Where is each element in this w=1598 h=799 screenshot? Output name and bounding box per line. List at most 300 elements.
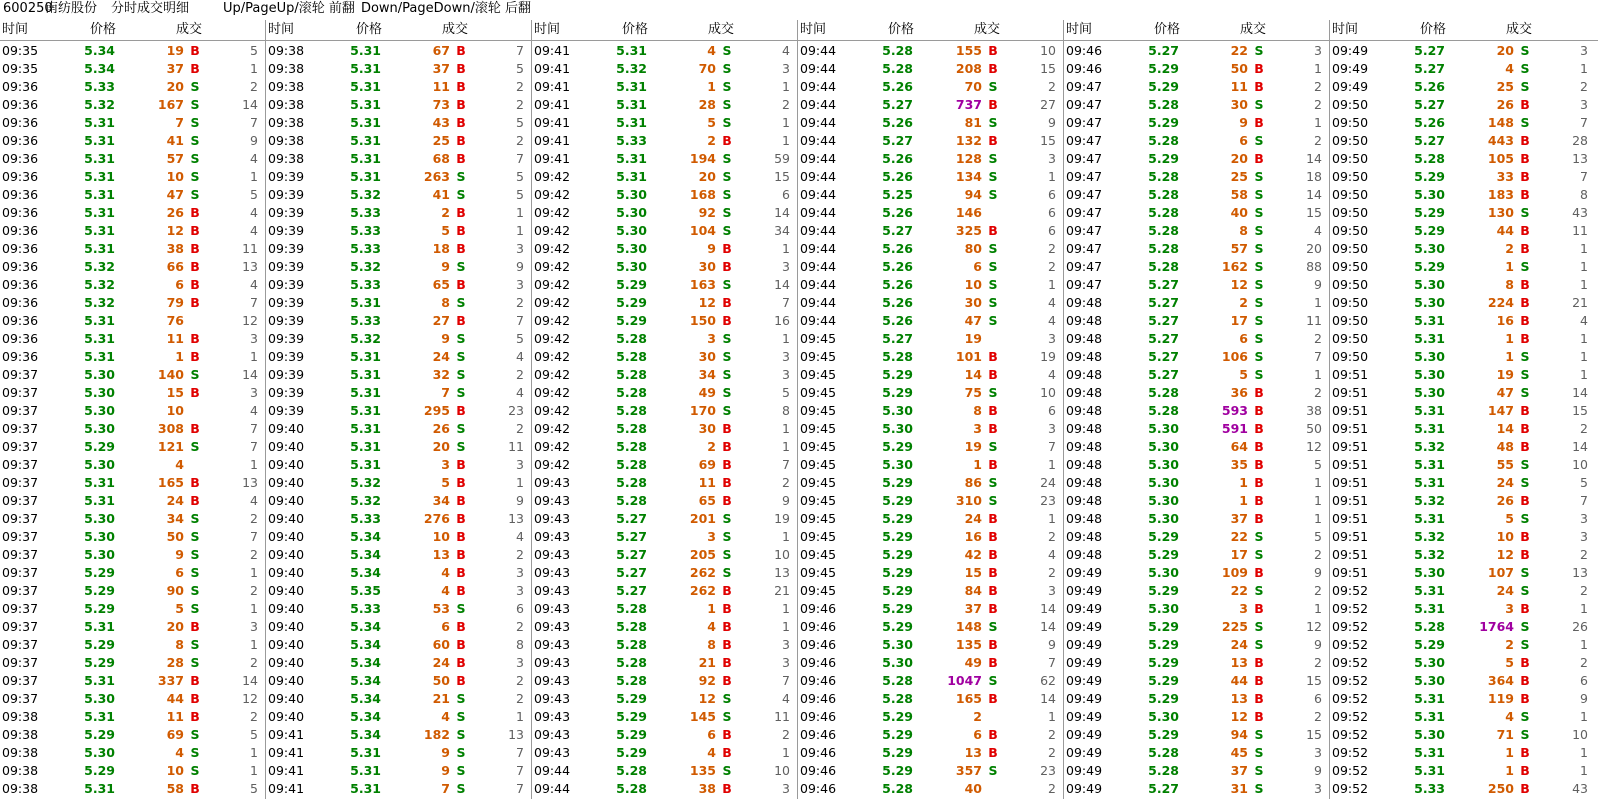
trade-row <box>1064 510 1330 528</box>
trade-side: B <box>1254 601 1264 616</box>
trade-row <box>798 312 1064 330</box>
trade-row <box>532 654 798 672</box>
trade-side: S <box>1520 115 1530 130</box>
trade-price: 5.30 <box>616 241 647 256</box>
trade-side: B <box>1520 601 1530 616</box>
trade-time: 09:45 <box>800 457 837 472</box>
trade-volume: 1 <box>707 79 716 94</box>
trade-side: S <box>1254 133 1264 148</box>
trade-count: 4 <box>1314 223 1322 238</box>
trade-price: 5.26 <box>882 259 913 274</box>
trade-count: 7 <box>516 43 524 58</box>
trade-side: S <box>722 403 732 418</box>
trade-row <box>266 726 532 744</box>
trade-side: S <box>456 331 466 346</box>
trade-side: S <box>1520 727 1530 742</box>
trade-row <box>532 384 798 402</box>
trade-row <box>0 348 266 366</box>
trade-time: 09:44 <box>800 223 837 238</box>
trade-side: S <box>1254 763 1264 778</box>
trade-side: S <box>722 367 732 382</box>
trade-volume: 20 <box>166 79 184 94</box>
trade-time: 09:47 <box>1066 151 1103 166</box>
trade-count: 12 <box>1306 439 1322 454</box>
trade-side: B <box>1254 79 1264 94</box>
header-volume: 成交 <box>708 22 735 37</box>
trade-side: S <box>1520 349 1530 364</box>
trade-price: 5.27 <box>882 331 913 346</box>
trade-side: S <box>456 763 466 778</box>
trade-side: S <box>1254 547 1264 562</box>
trade-row <box>0 222 266 240</box>
trade-count: 9 <box>782 493 790 508</box>
trade-time: 09:44 <box>800 97 837 112</box>
trade-volume: 225 <box>1221 619 1248 634</box>
trade-price: 5.28 <box>616 601 647 616</box>
trade-volume: 37 <box>964 601 982 616</box>
trade-count: 4 <box>782 43 790 58</box>
trade-time: 09:51 <box>1332 547 1369 562</box>
trade-price: 5.30 <box>882 421 913 436</box>
trade-volume: 2 <box>1505 241 1514 256</box>
trade-side: B <box>722 601 732 616</box>
trade-side: S <box>456 709 466 724</box>
trade-price: 5.27 <box>1148 349 1179 364</box>
trade-price: 5.27 <box>1414 97 1445 112</box>
trade-price: 5.31 <box>350 115 381 130</box>
trade-volume: 8 <box>441 295 450 310</box>
trade-price: 5.32 <box>84 97 115 112</box>
trade-count: 3 <box>1048 421 1056 436</box>
trade-row <box>532 780 798 798</box>
trade-side: B <box>1520 295 1530 310</box>
trade-row <box>798 456 1064 474</box>
trade-time: 09:49 <box>1066 637 1103 652</box>
trade-volume: 591 <box>1221 421 1248 436</box>
trade-count: 11 <box>774 709 790 724</box>
trade-time: 09:44 <box>800 115 837 130</box>
trade-price: 5.31 <box>350 367 381 382</box>
trade-price: 5.27 <box>882 223 913 238</box>
trade-time: 09:38 <box>268 43 305 58</box>
trade-time: 09:50 <box>1332 241 1369 256</box>
trade-time: 09:38 <box>2 745 39 760</box>
trade-time: 09:40 <box>268 583 305 598</box>
trade-count: 26 <box>1572 619 1588 634</box>
trade-side: B <box>456 637 466 652</box>
trade-side: S <box>190 547 200 562</box>
trade-price: 5.29 <box>1148 673 1179 688</box>
trade-row <box>1330 618 1598 636</box>
trade-count: 1 <box>1580 637 1588 652</box>
trade-row <box>0 456 266 474</box>
trade-count: 9 <box>516 259 524 274</box>
trade-side: B <box>722 781 732 796</box>
trade-volume: 11 <box>1230 79 1248 94</box>
trade-count: 7 <box>782 295 790 310</box>
trade-side: B <box>988 403 998 418</box>
trade-count: 15 <box>774 169 790 184</box>
trade-row <box>798 348 1064 366</box>
trade-row <box>1330 564 1598 582</box>
trade-side: S <box>722 169 732 184</box>
trade-price: 5.31 <box>1414 709 1445 724</box>
trade-price: 5.34 <box>84 43 115 58</box>
trade-count: 4 <box>516 529 524 544</box>
trade-count: 7 <box>1048 439 1056 454</box>
trade-time: 09:37 <box>2 385 39 400</box>
trade-volume: 1 <box>1505 259 1514 274</box>
trade-time: 09:37 <box>2 475 39 490</box>
trade-price: 5.28 <box>616 403 647 418</box>
trade-count: 11 <box>1572 223 1588 238</box>
trade-side: S <box>722 385 732 400</box>
trade-row <box>1064 618 1330 636</box>
trade-volume: 162 <box>1221 259 1248 274</box>
trade-time: 09:39 <box>268 187 305 202</box>
trade-count: 2 <box>1314 655 1322 670</box>
trade-side: B <box>456 133 466 148</box>
trade-count: 5 <box>1314 457 1322 472</box>
trade-side: B <box>1254 61 1264 76</box>
trade-price: 5.25 <box>882 187 913 202</box>
trade-time: 09:48 <box>1066 493 1103 508</box>
trade-row <box>532 672 798 690</box>
trade-row <box>266 456 532 474</box>
trade-price: 5.30 <box>882 457 913 472</box>
trade-row <box>798 330 1064 348</box>
trade-count: 2 <box>1048 727 1056 742</box>
trade-price: 5.30 <box>84 529 115 544</box>
trade-row <box>1064 492 1330 510</box>
trade-volume: 9 <box>441 745 450 760</box>
trade-side: B <box>190 781 200 796</box>
trade-side: B <box>988 691 998 706</box>
trade-time: 09:40 <box>268 601 305 616</box>
trade-time: 09:42 <box>534 385 571 400</box>
trade-volume: 21 <box>698 655 716 670</box>
trade-side: B <box>190 241 200 256</box>
trade-count: 1 <box>516 223 524 238</box>
trade-count: 1 <box>1580 331 1588 346</box>
trade-side: B <box>190 421 200 436</box>
trade-count: 1 <box>1314 295 1322 310</box>
trade-time: 09:52 <box>1332 781 1369 796</box>
trade-price: 5.31 <box>350 421 381 436</box>
trade-row <box>1330 690 1598 708</box>
trade-price: 5.29 <box>1414 223 1445 238</box>
trade-side: S <box>456 727 466 742</box>
trade-detail-grid[interactable] <box>0 20 1598 799</box>
trade-volume: 2 <box>973 709 982 724</box>
trade-volume: 20 <box>166 619 184 634</box>
trade-price: 5.28 <box>1148 223 1179 238</box>
trade-volume: 22 <box>1230 43 1248 58</box>
trade-volume: 170 <box>689 403 716 418</box>
trade-row <box>532 222 798 240</box>
trade-price: 5.28 <box>616 781 647 796</box>
trade-time: 09:36 <box>2 259 39 274</box>
trade-price: 5.30 <box>1148 511 1179 526</box>
trade-volume: 1764 <box>1479 619 1514 634</box>
trade-price: 5.30 <box>84 367 115 382</box>
trade-volume: 58 <box>1230 187 1248 202</box>
trade-volume: 94 <box>1230 727 1248 742</box>
trade-count: 1 <box>1048 277 1056 292</box>
trade-price: 5.26 <box>882 169 913 184</box>
trade-price: 5.29 <box>882 565 913 580</box>
trade-time: 09:43 <box>534 709 571 724</box>
trade-count: 7 <box>250 439 258 454</box>
trade-count: 6 <box>1048 187 1056 202</box>
trade-time: 09:50 <box>1332 151 1369 166</box>
trade-price: 5.29 <box>1148 79 1179 94</box>
trade-side: B <box>456 223 466 238</box>
trade-count: 15 <box>1306 727 1322 742</box>
trade-row <box>1330 78 1598 96</box>
trade-count: 2 <box>1048 565 1056 580</box>
trade-price: 5.33 <box>1414 781 1445 796</box>
trade-row <box>798 204 1064 222</box>
trade-price: 5.29 <box>1148 619 1179 634</box>
trade-time: 09:41 <box>268 763 305 778</box>
trade-volume: 165 <box>157 475 184 490</box>
trade-count: 3 <box>516 655 524 670</box>
trade-price: 5.34 <box>350 565 381 580</box>
trade-price: 5.31 <box>84 673 115 688</box>
trade-row <box>266 168 532 186</box>
trade-price: 5.27 <box>1414 43 1445 58</box>
trade-time: 09:37 <box>2 403 39 418</box>
trade-price: 5.30 <box>1148 601 1179 616</box>
trade-volume: 22 <box>1230 583 1248 598</box>
trade-count: 7 <box>1314 349 1322 364</box>
trade-side: S <box>988 673 998 688</box>
trade-count: 7 <box>1580 493 1588 508</box>
trade-count: 14 <box>242 673 258 688</box>
trade-time: 09:46 <box>1066 61 1103 76</box>
trade-volume: 4 <box>707 43 716 58</box>
trade-volume: 8 <box>707 637 716 652</box>
stock-name: 南纺股份 <box>45 1 98 16</box>
trade-row <box>1330 726 1598 744</box>
trade-volume: 55 <box>1496 457 1514 472</box>
trade-count: 1 <box>782 439 790 454</box>
trade-time: 09:51 <box>1332 493 1369 508</box>
trade-side: B <box>1254 511 1264 526</box>
trade-count: 4 <box>250 151 258 166</box>
trade-count: 13 <box>1572 151 1588 166</box>
trade-side: S <box>722 115 732 130</box>
trade-price: 5.27 <box>1414 133 1445 148</box>
trade-count: 9 <box>1314 565 1322 580</box>
trade-count: 4 <box>1048 367 1056 382</box>
trade-price: 5.31 <box>350 457 381 472</box>
trade-count: 6 <box>1314 691 1322 706</box>
trade-price: 5.29 <box>84 583 115 598</box>
trade-time: 09:52 <box>1332 637 1369 652</box>
trade-time: 09:42 <box>534 259 571 274</box>
trade-count: 19 <box>1040 349 1056 364</box>
trade-side: S <box>988 493 998 508</box>
trade-row <box>0 636 266 654</box>
trade-side: B <box>456 655 466 670</box>
trade-row <box>1064 294 1330 312</box>
trade-row <box>532 330 798 348</box>
trade-volume: 36 <box>1230 385 1248 400</box>
trade-side: S <box>1254 781 1264 796</box>
trade-volume: 6 <box>973 259 982 274</box>
trade-count: 10 <box>1572 457 1588 472</box>
trade-time: 09:45 <box>800 583 837 598</box>
trade-count: 7 <box>1580 115 1588 130</box>
trade-volume: 1 <box>175 349 184 364</box>
trade-side: S <box>1254 745 1264 760</box>
trade-time: 09:42 <box>534 313 571 328</box>
trade-time: 09:44 <box>800 277 837 292</box>
trade-row <box>0 42 266 60</box>
trade-volume: 38 <box>166 241 184 256</box>
trade-price: 5.34 <box>350 727 381 742</box>
trade-row <box>798 564 1064 582</box>
trade-volume: 165 <box>955 691 982 706</box>
trade-row <box>798 168 1064 186</box>
trade-side: S <box>190 115 200 130</box>
trade-time: 09:39 <box>268 205 305 220</box>
trade-time: 09:40 <box>268 637 305 652</box>
trade-count: 2 <box>782 727 790 742</box>
trade-volume: 24 <box>1230 637 1248 652</box>
trade-time: 09:46 <box>800 655 837 670</box>
panel-header <box>532 20 798 41</box>
trade-row <box>0 312 266 330</box>
trade-volume: 16 <box>1496 313 1514 328</box>
trade-volume: 1 <box>1505 349 1514 364</box>
trade-row <box>266 60 532 78</box>
trade-side: B <box>190 619 200 634</box>
trade-count: 2 <box>250 547 258 562</box>
trade-volume: 443 <box>1487 133 1514 148</box>
trade-time: 09:40 <box>268 547 305 562</box>
trade-side: S <box>722 691 732 706</box>
trade-time: 09:48 <box>1066 403 1103 418</box>
trade-count: 3 <box>782 637 790 652</box>
trade-side: S <box>988 295 998 310</box>
trade-price: 5.31 <box>1414 457 1445 472</box>
trade-price: 5.31 <box>1414 511 1445 526</box>
trade-side: B <box>1520 241 1530 256</box>
trade-count: 14 <box>242 367 258 382</box>
trade-count: 3 <box>516 277 524 292</box>
trade-price: 5.27 <box>616 565 647 580</box>
trade-count: 2 <box>1314 79 1322 94</box>
trade-count: 1 <box>1580 763 1588 778</box>
trade-time: 09:46 <box>1066 43 1103 58</box>
trade-count: 14 <box>1572 385 1588 400</box>
trade-time: 09:49 <box>1066 619 1103 634</box>
trade-side: B <box>722 259 732 274</box>
trade-count: 14 <box>774 205 790 220</box>
trade-side: S <box>988 619 998 634</box>
trade-time: 09:44 <box>800 169 837 184</box>
trade-count: 1 <box>782 619 790 634</box>
trade-price: 5.28 <box>616 655 647 670</box>
trade-price: 5.28 <box>882 673 913 688</box>
trade-row <box>1064 276 1330 294</box>
trade-price: 5.34 <box>350 673 381 688</box>
trade-volume: 28 <box>166 655 184 670</box>
trade-time: 09:42 <box>534 421 571 436</box>
trade-volume: 81 <box>964 115 982 130</box>
trade-count: 2 <box>1048 745 1056 760</box>
trade-price: 5.28 <box>616 619 647 634</box>
trade-price: 5.28 <box>1148 187 1179 202</box>
trade-side: S <box>1520 43 1530 58</box>
trade-row <box>532 276 798 294</box>
trade-price: 5.30 <box>1148 457 1179 472</box>
trade-time: 09:40 <box>268 457 305 472</box>
trade-side: B <box>190 61 200 76</box>
trade-count: 1 <box>516 475 524 490</box>
page-up-hint: Up/PageUp/滚轮 前翻 <box>223 1 355 16</box>
trade-count: 21 <box>774 583 790 598</box>
trade-count: 10 <box>774 763 790 778</box>
trade-side: S <box>988 439 998 454</box>
trade-row <box>798 672 1064 690</box>
trade-count: 7 <box>250 421 258 436</box>
trade-volume: 57 <box>166 151 184 166</box>
trade-side: B <box>988 655 998 670</box>
trade-side: B <box>988 511 998 526</box>
header-volume: 成交 <box>442 22 469 37</box>
trade-row <box>0 204 266 222</box>
trade-row <box>0 258 266 276</box>
trade-row <box>0 438 266 456</box>
trade-time: 09:42 <box>534 331 571 346</box>
trade-count: 1 <box>250 601 258 616</box>
trade-count: 2 <box>1048 259 1056 274</box>
trade-count: 6 <box>782 187 790 202</box>
trade-time: 09:43 <box>534 529 571 544</box>
trade-count: 1 <box>1314 367 1322 382</box>
trade-time: 09:45 <box>800 493 837 508</box>
trade-price: 5.29 <box>1148 727 1179 742</box>
trade-volume: 69 <box>166 727 184 742</box>
trade-count: 3 <box>1580 511 1588 526</box>
trade-volume: 43 <box>432 115 450 130</box>
trade-price: 5.29 <box>882 619 913 634</box>
trade-volume: 26 <box>1496 493 1514 508</box>
trade-time: 09:40 <box>268 475 305 490</box>
trade-side: S <box>722 565 732 580</box>
trade-count: 10 <box>774 547 790 562</box>
trade-side: S <box>190 511 200 526</box>
trade-volume: 4 <box>707 745 716 760</box>
trade-count: 4 <box>250 493 258 508</box>
trade-time: 09:37 <box>2 457 39 472</box>
trade-volume: 32 <box>432 367 450 382</box>
trade-row <box>798 582 1064 600</box>
trade-row <box>798 420 1064 438</box>
trade-count: 1 <box>782 115 790 130</box>
trade-side: B <box>988 61 998 76</box>
trade-time: 09:37 <box>2 439 39 454</box>
trade-volume: 10 <box>166 403 184 418</box>
trade-count: 3 <box>1314 43 1322 58</box>
header-price: 价格 <box>1420 22 1447 37</box>
trade-side: B <box>190 385 200 400</box>
trade-time: 09:48 <box>1066 421 1103 436</box>
